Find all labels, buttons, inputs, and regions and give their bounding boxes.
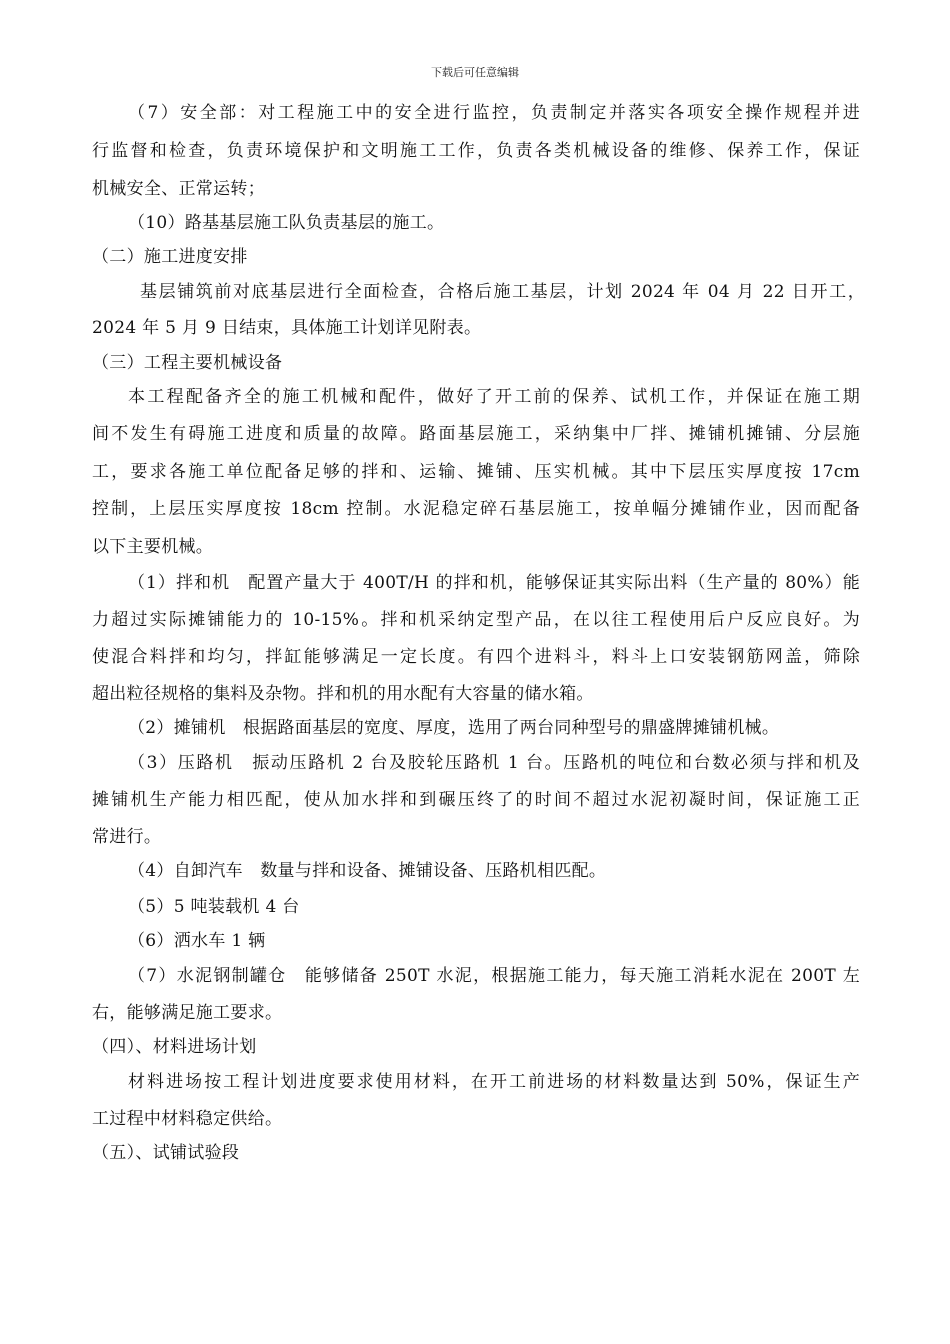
- text-line: 力超过实际摊铺能力的 10-15%。拌和机采纳定型产品，在以往工程使用后户反应良好。为: [92, 610, 860, 630]
- section-heading: （三）工程主要机械设备: [92, 353, 283, 373]
- section-heading: （四）、材料进场计划: [92, 1037, 257, 1057]
- text-line: （10）路基基层施工队负责基层的施工。: [128, 213, 445, 233]
- text-line: （5）5 吨装载机 4 台: [128, 897, 300, 917]
- text-line: （3）压路机 振动压路机 2 台及胶轮压路机 1 台。压路机的吨位和台数必须与拌和机及: [128, 753, 860, 773]
- text-line: 以下主要机械。: [92, 537, 214, 557]
- text-line: 机械安全、正常运转；: [92, 179, 265, 199]
- section-heading: （二）施工进度安排: [92, 247, 248, 267]
- section-heading: （五）、试铺试验段: [92, 1143, 240, 1163]
- text-line: 基层铺筑前对底基层进行全面检查，合格后施工基层，计划 2024 年 04 月 22 日开工，: [140, 282, 865, 302]
- text-line: 间不发生有碍施工进度和质量的故障。路面基层施工，采纳集中厂拌、摊铺机摊铺、分层施: [92, 424, 860, 444]
- text-line: 使混合料拌和均匀，拌缸能够满足一定长度。有四个进料斗，料斗上口安装钢筋网盖，筛除: [92, 647, 860, 667]
- text-line: 本工程配备齐全的施工机械和配件，做好了开工前的保养、试机工作，并保证在施工期: [128, 387, 860, 407]
- text-line: 摊铺机生产能力相匹配，使从加水拌和到碾压终了的时间不超过水泥初凝时间，保证施工正: [92, 790, 860, 810]
- text-line: 工，要求各施工单位配备足够的拌和、运输、摊铺、压实机械。其中下层压实厚度按 17cm: [92, 462, 860, 482]
- text-line: （7）安全部：对工程施工中的安全进行监控，负责制定并落实各项安全操作规程并进: [128, 103, 860, 123]
- text-line: 材料进场按工程计划进度要求使用材料，在开工前进场的材料数量达到 50%，保证生产: [128, 1072, 860, 1092]
- text-line: 超出粒径规格的集料及杂物。拌和机的用水配有大容量的储水箱。: [92, 684, 594, 704]
- text-line: 控制，上层压实厚度按 18cm 控制。水泥稳定碎石基层施工，按单幅分摊铺作业，因而配备: [92, 499, 860, 519]
- text-line: 2024 年 5 月 9 日结束，具体施工计划详见附表。: [92, 318, 482, 338]
- text-line: （4）自卸汽车 数量与拌和设备、摊铺设备、压路机相匹配。: [128, 861, 607, 881]
- text-line: （2）摊铺机 根据路面基层的宽度、厚度，选用了两台同种型号的鼎盛牌摊铺机械。: [128, 718, 780, 738]
- page-header: 下载后可任意编辑: [431, 66, 519, 79]
- text-line: 行监督和检查，负责环境保护和文明施工工作，负责各类机械设备的维修、保养工作，保证: [92, 141, 860, 161]
- text-line: （6）洒水车 1 辆: [128, 931, 266, 951]
- text-line: 右，能够满足施工要求。: [92, 1003, 283, 1023]
- text-line: 工过程中材料稳定供给。: [92, 1109, 283, 1129]
- text-line: 常进行。: [92, 827, 162, 847]
- text-line: （1）拌和机 配置产量大于 400T/H 的拌和机，能够保证其实际出料（生产量的 80%）能: [128, 573, 860, 593]
- text-line: （7）水泥钢制罐仓 能够储备 250T 水泥，根据施工能力，每天施工消耗水泥在 200T 左: [128, 966, 860, 986]
